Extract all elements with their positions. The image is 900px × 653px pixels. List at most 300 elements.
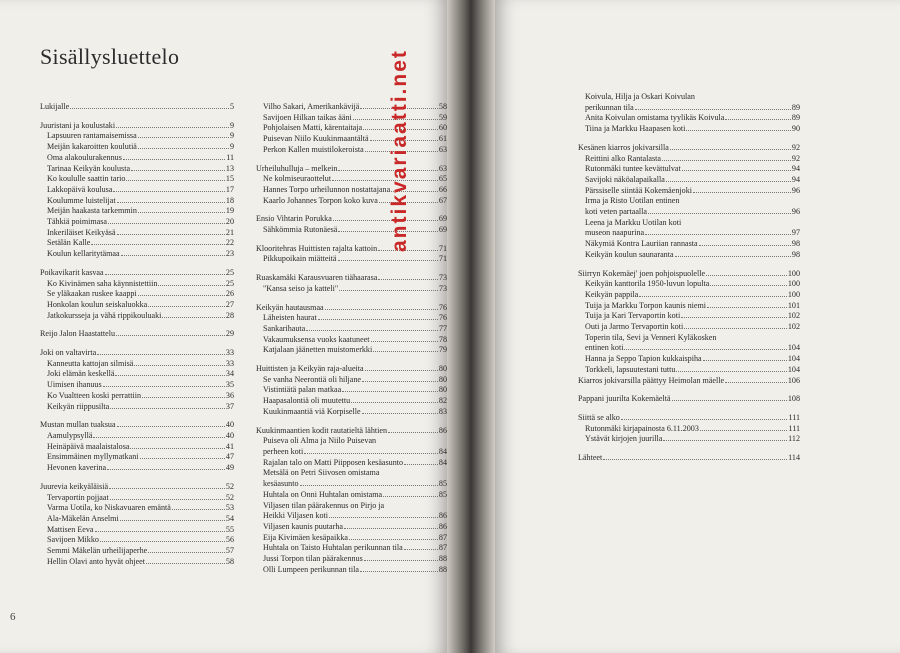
toc-entry-page: 18 [225, 195, 234, 205]
toc-leader-dots [373, 351, 438, 352]
toc-entry-title: Pohjolaisen Matti, kärentaitaja [263, 123, 363, 133]
toc-entry-title: Hellin Olavi anto hyvät ohjeet [47, 556, 145, 566]
toc-entry [40, 348, 234, 359]
toc-entry [256, 134, 447, 145]
toc-entry [256, 123, 447, 134]
toc-entry [256, 174, 447, 185]
toc-leader-dots [329, 517, 438, 518]
toc-entry-page: 111 [788, 412, 800, 422]
toc-entry-page: 82 [438, 396, 447, 406]
toc-entry-page: 79 [438, 345, 447, 355]
toc-entry-page: 33 [225, 358, 234, 368]
toc-entry-title: entinen koti [585, 343, 624, 353]
toc-leader-dots [126, 180, 224, 181]
toc-entry-title: Jussi Torpon tilan päärakennus [263, 554, 363, 564]
toc-leader-dots [725, 119, 791, 120]
toc-entry [578, 154, 800, 165]
toc-entry-page: 17 [225, 184, 234, 194]
toc-entry-page: 5 [229, 102, 234, 111]
toc-leader-dots [621, 419, 788, 420]
toc-entry-page: 86 [438, 521, 447, 531]
toc-leader-dots [138, 148, 229, 149]
toc-entry [40, 174, 234, 185]
toc-leader-dots [138, 137, 229, 138]
toc-entry-page: 80 [438, 374, 447, 384]
toc-entry-title: Kesänen kiarros jokivarsilla [578, 142, 669, 152]
toc-leader-dots [662, 160, 791, 161]
toc-entry-title: Perkon Kallen muistilokeroista [263, 144, 364, 154]
toc-leader-dots [383, 496, 438, 497]
toc-gap [256, 236, 447, 244]
toc-entry-title: Lähteet [578, 453, 603, 463]
toc-entry-title: Ala-Mäkelän Anselmi [47, 513, 119, 523]
toc-entry [256, 407, 447, 418]
toc-entry [578, 354, 800, 365]
toc-entry [578, 186, 800, 197]
toc-entry-page: 92 [791, 142, 800, 152]
toc-leader-dots [115, 375, 224, 376]
page-number: 6 [10, 611, 16, 623]
toc-entry [40, 217, 234, 228]
toc-entry [256, 490, 447, 501]
toc-entry [40, 238, 234, 249]
toc-entry [40, 329, 234, 340]
toc-entry [40, 380, 234, 391]
toc-entry [578, 413, 800, 424]
toc-leader-dots [360, 571, 438, 572]
toc-entry-title: Hanna ja Seppo Tapion kukkaispiha [585, 354, 702, 364]
toc-leader-dots [138, 212, 225, 213]
toc-entry [40, 142, 234, 153]
toc-entry-title: Vilho Sakari, Amerikankävijä [263, 102, 360, 111]
toc-entry-page: 56 [225, 535, 234, 545]
toc-entry-title: Kuukinmaantien kodit rautatieltä lähtien [256, 425, 388, 435]
toc-entry-title: Pikkupoikain miätteitä [263, 254, 337, 264]
toc-entry-title: Meijän kakaroitten koulutiä [47, 142, 137, 152]
toc-entry [40, 196, 234, 207]
toc-entry-title: Meijän haakasta tarkemmin [47, 206, 137, 216]
toc-entry-page: 100 [787, 268, 800, 278]
toc-entry-page: 100 [787, 279, 800, 289]
toc-leader-dots [344, 528, 438, 529]
toc-leader-dots [706, 275, 787, 276]
toc-entry-page: 28 [225, 310, 234, 320]
toc-entry-page: 49 [225, 463, 234, 473]
toc-entry-title: Se vanha Neerontiä oli hiljane [263, 374, 361, 384]
toc-entry-page: 54 [225, 513, 234, 523]
toc-leader-dots [378, 279, 438, 280]
toc-leader-dots [351, 402, 438, 403]
toc-entry-page: 86 [438, 511, 447, 521]
toc-leader-dots [117, 234, 225, 235]
toc-entry-title: Setälän Kalle [47, 238, 91, 248]
toc-entry-page: 102 [787, 311, 800, 321]
toc-leader-dots [105, 274, 225, 275]
toc-entry [256, 468, 447, 479]
toc-entry [256, 313, 447, 324]
left-page [0, 0, 447, 653]
toc-entry-title: Poikavikarit kasvaa [40, 267, 104, 277]
toc-entry-title: Kiarros jokivarsilla päättyy Heimolan mäelle [578, 375, 725, 385]
toc-entry-page: 66 [438, 184, 447, 194]
toc-entry-title: Leena ja Markku Uotilan koti [585, 217, 682, 227]
toc-leader-dots [388, 432, 438, 433]
toc-leader-dots [172, 509, 225, 510]
toc-leader-dots [91, 244, 225, 245]
watermark: antikvariaatti.net [388, 49, 411, 252]
toc-entry [256, 284, 447, 295]
toc-leader-dots [362, 413, 438, 414]
toc-entry [256, 102, 447, 113]
toc-entry-page: 114 [788, 453, 800, 463]
toc-entry-page: 104 [787, 364, 800, 374]
toc-gap [40, 260, 234, 268]
toc-gap [40, 474, 234, 482]
toc-entry-title: Reijo Jalon Haastattelu [40, 329, 116, 339]
toc-leader-dots [333, 220, 438, 221]
toc-entry-title: Koulun kellaritytämaa [47, 249, 120, 259]
toc-entry-title: Savijoen Hilkan taikas ääni [263, 112, 352, 122]
toc-entry-page: 69 [438, 225, 447, 235]
toc-leader-dots [639, 296, 787, 297]
toc-entry [578, 196, 800, 207]
toc-entry [256, 458, 447, 469]
toc-entry-title: Savijoen Mikko [47, 535, 99, 545]
toc-leader-dots [707, 307, 787, 308]
toc-entry-page: 104 [787, 354, 800, 364]
toc-entry-page: 35 [225, 380, 234, 390]
toc-entry [40, 300, 234, 311]
toc-entry [40, 420, 234, 431]
toc-entry-title: Koivula, Hilja ja Oskari Koivulan [585, 92, 695, 101]
toc-entry [256, 335, 447, 346]
toc-entry-page: 86 [438, 425, 447, 435]
toc-entry-title: Ruaskamäki Karausvuaren tiähaarasa [256, 273, 378, 283]
toc-gap [256, 418, 447, 426]
toc-leader-dots [362, 381, 438, 382]
toc-entry-page: 22 [225, 238, 234, 248]
toc-entry [40, 369, 234, 380]
toc-entry [578, 322, 800, 333]
toc-leader-dots [645, 234, 791, 235]
toc-entry-page: 80 [438, 364, 447, 374]
toc-entry-title: Uimisen ihanuus [47, 380, 102, 390]
toc-entry [256, 324, 447, 335]
toc-entry [40, 482, 234, 493]
toc-entry [256, 225, 447, 236]
toc-entry [40, 289, 234, 300]
toc-entry-title: Rajalan talo on Matti Piipposen kesäasunto [263, 457, 404, 467]
toc-leader-dots [700, 430, 788, 431]
toc-entry-title: Kuukinmaantiä viä Korpiselle [263, 406, 361, 416]
toc-entry-title: Keikyän kanttorila 1950-luvun lopulta [585, 279, 710, 289]
toc-entry-title: Ystävät kirjojen juurilla [585, 434, 663, 444]
toc-entry-page: 61 [438, 134, 447, 144]
toc-entry [40, 525, 234, 536]
toc-entry-title: Siittä se alko [578, 412, 620, 422]
toc-leader-dots [120, 520, 225, 521]
toc-gap [256, 156, 447, 164]
toc-entry [40, 311, 234, 322]
toc-entry-title: Irma ja Risto Uotilan entinen [585, 196, 680, 206]
toc-leader-dots [103, 386, 225, 387]
toc-entry [40, 557, 234, 568]
toc-entry [40, 514, 234, 525]
toc-entry-page: 87 [438, 532, 447, 542]
toc-entry [578, 164, 800, 175]
toc-entry-title: Näkymiä Kontra Lauriian rannasta [585, 239, 698, 249]
toc-entry [578, 175, 800, 186]
toc-entry-title: Sähkömmia Rutonäesä [263, 225, 338, 235]
toc-entry-page: 90 [791, 124, 800, 134]
toc-entry [256, 479, 447, 490]
toc-entry [256, 303, 447, 314]
right-page [495, 0, 900, 653]
toc-entry-title: Kanneutta kattojan silmisä [47, 358, 134, 368]
toc-leader-dots [349, 539, 438, 540]
toc-entry-title: Torkkeli, lapsuutestani tuttu [585, 364, 676, 374]
toc-leader-dots [158, 285, 225, 286]
toc-entry-page: 47 [225, 452, 234, 462]
toc-entry-page: 89 [791, 113, 800, 123]
book-gutter [447, 0, 495, 653]
toc-leader-dots [624, 349, 786, 350]
toc-leader-dots [116, 127, 229, 128]
toc-gap [40, 340, 234, 348]
toc-entry-title: Keikyän koulun saunaranta [585, 249, 674, 259]
toc-entry-title: Mustan mullan tuaksua [40, 420, 116, 430]
toc-entry [256, 345, 447, 356]
toc-entry [256, 364, 447, 375]
toc-leader-dots [107, 469, 225, 470]
toc-leader-dots [710, 285, 787, 286]
toc-leader-dots [140, 458, 225, 459]
toc-entry-title: Hevonen kaverina [47, 463, 107, 473]
toc-leader-dots [703, 360, 787, 361]
toc-entry [256, 554, 447, 565]
toc-entry-page: 101 [787, 300, 800, 310]
toc-entry-page: 97 [791, 228, 800, 238]
toc-leader-dots [339, 290, 438, 291]
toc-entry-page: 73 [438, 283, 447, 293]
toc-entry-title: Tervaportin pojjaat [47, 492, 109, 502]
toc-entry [256, 522, 447, 533]
toc-entry-title: Inkeriläiset Keikyäsä [47, 227, 116, 237]
toc-leader-dots [682, 170, 791, 171]
toc-gap [40, 113, 234, 121]
toc-entry [40, 164, 234, 175]
toc-entry-page: 100 [787, 289, 800, 299]
toc-entry-title: Savijoki näköalapaikalla [585, 174, 665, 184]
toc-entry-page: 29 [225, 329, 234, 339]
toc-column-3 [578, 92, 800, 464]
toc-entry [578, 113, 800, 124]
toc-entry-title: Urheiluhulluja – melkein [256, 163, 338, 173]
toc-entry-title: Varma Uotila, ko Niskavuaren emäntä [47, 503, 171, 513]
toc-entry-title: Tiina ja Markku Haapasen koti [585, 124, 686, 134]
toc-column-2 [256, 102, 447, 575]
toc-entry-title: Heinäpäivä maalaistalosa [47, 441, 130, 451]
toc-entry-page: 65 [438, 174, 447, 184]
toc-entry-title: Viljasen tilan päärakennus on Pirjo ja [263, 500, 385, 510]
toc-entry [40, 185, 234, 196]
toc-entry-title: Anita Koivulan omistama tyylikäs Koivula [585, 113, 725, 123]
toc-entry-page: 106 [787, 375, 800, 385]
toc-entry-title: Toperin tila, Sevi ja Venneri Kyläkosken [585, 332, 717, 342]
toc-entry-page: 63 [438, 163, 447, 173]
toc-leader-dots [100, 541, 225, 542]
toc-entry-page: 73 [438, 273, 447, 283]
toc-entry [578, 103, 800, 114]
toc-leader-dots [162, 317, 224, 318]
toc-entry-page: 55 [225, 524, 234, 534]
toc-entry-title: Aamulypsyllä [47, 430, 93, 440]
toc-leader-dots [666, 181, 791, 182]
toc-entry-page: 108 [787, 394, 800, 404]
toc-entry-page: 40 [225, 430, 234, 440]
toc-leader-dots [109, 488, 225, 489]
toc-leader-dots [95, 531, 225, 532]
toc-leader-dots [117, 202, 225, 203]
toc-entry-page: 87 [438, 543, 447, 553]
toc-entry [40, 535, 234, 546]
toc-entry-title: Oma alakoulurakennus [47, 152, 122, 162]
toc-entry [40, 131, 234, 142]
toc-entry-title: Se yläkaakan ruskee kaappi [47, 289, 137, 299]
toc-entry [578, 279, 800, 290]
toc-entry-title: Tuija ja Kari Tervaportin koti [585, 311, 681, 321]
toc-leader-dots [116, 335, 225, 336]
toc-entry [40, 102, 234, 113]
toc-entry-title: Hannes Torpo urheilunnon nostattajana [263, 184, 391, 194]
toc-entry-page: 37 [225, 401, 234, 411]
toc-entry [40, 431, 234, 442]
toc-entry [40, 359, 234, 370]
toc-entry-title: kesäasunto [263, 479, 299, 489]
toc-entry [256, 113, 447, 124]
toc-leader-dots [304, 453, 438, 454]
toc-entry-title: Jatkokursseja ja vähä rippikouluaki [47, 310, 162, 320]
toc-leader-dots [672, 400, 787, 401]
toc-entry-title: museon naapurina [585, 228, 645, 238]
toc-entry-page: 98 [791, 249, 800, 259]
toc-entry [256, 511, 447, 522]
toc-entry-page: 36 [225, 390, 234, 400]
toc-entry-page: 21 [225, 227, 234, 237]
toc-entry-title: Mattisen Eeva [47, 524, 94, 534]
toc-entry-title: "Kansa seiso ja katteli" [263, 283, 339, 293]
toc-leader-dots [338, 260, 438, 261]
toc-entry [578, 343, 800, 354]
toc-leader-dots [693, 192, 791, 193]
toc-entry [578, 250, 800, 261]
toc-leader-dots [371, 341, 438, 342]
toc-leader-dots [123, 159, 225, 160]
toc-entry-page: 84 [438, 446, 447, 456]
toc-leader-dots [686, 130, 791, 131]
toc-entry-title: Katjalaan jäänetten muistomerkki [263, 345, 373, 355]
toc-entry-title: Joki on valtavirta [40, 348, 97, 358]
toc-entry-page: 76 [438, 302, 447, 312]
toc-entry [578, 228, 800, 239]
toc-entry-title: Metsälä on Petri Siivosen omistama [263, 468, 380, 478]
toc-entry-title: Juurevia keikyäläisiä [40, 481, 109, 491]
toc-entry [578, 269, 800, 280]
toc-entry-title: Heikki Viljasen koti [263, 511, 329, 521]
toc-entry-title: Keikyän pappila [585, 289, 639, 299]
toc-entry-page: 63 [438, 144, 447, 154]
toc-gap [256, 265, 447, 273]
toc-entry [40, 279, 234, 290]
toc-entry-page: 27 [225, 299, 234, 309]
toc-leader-dots [648, 213, 791, 214]
toc-entry-page: 88 [438, 554, 447, 564]
toc-entry-title: perheen koti [263, 446, 304, 456]
toc-entry-page: 57 [225, 546, 234, 556]
toc-leader-dots [635, 109, 791, 110]
toc-entry [40, 463, 234, 474]
toc-entry-title: Kaarlo Johannes Torpon koko kuva [263, 195, 378, 205]
toc-entry-page: 69 [438, 214, 447, 224]
toc-entry [256, 244, 447, 255]
toc-entry [256, 385, 447, 396]
toc-gap [578, 445, 800, 453]
toc-entry-title: Ko koululle saattin tario [47, 174, 126, 184]
toc-entry-title: Puiseva oli Alma ja Niilo Puisevan [263, 436, 377, 446]
toc-leader-dots [332, 180, 438, 181]
toc-gap [256, 356, 447, 364]
toc-entry-title: Puisevan Niilo Kuukinmaantältä [263, 134, 369, 144]
toc-entry [578, 143, 800, 154]
toc-entry [256, 196, 447, 207]
toc-leader-dots [364, 560, 438, 561]
toc-entry-title: Haapasalontiä oli muutettu [263, 396, 351, 406]
toc-entry-title: Keikyän riippusilta [47, 401, 110, 411]
toc-entry-title: Outi ja Jarmo Tervaportin koti [585, 322, 684, 332]
toc-entry-page: 96 [791, 185, 800, 195]
toc-gap [578, 261, 800, 269]
toc-leader-dots [663, 440, 787, 441]
toc-entry-title: Viljasen kaunis puutarha [263, 521, 343, 531]
toc-entry-title: Pärssiselle siintää Kokemäenjoki [585, 185, 692, 195]
toc-leader-dots [306, 330, 438, 331]
toc-entry-title: Tarinaa Keikyän koulusta [47, 163, 131, 173]
toc-entry [256, 145, 447, 156]
toc-entry-page: 92 [791, 153, 800, 163]
toc-entry-page: 67 [438, 195, 447, 205]
toc-entry-page: 77 [438, 323, 447, 333]
toc-entry [40, 249, 234, 260]
toc-entry-page: 52 [225, 481, 234, 491]
toc-entry-title: Honkolan koulun seiskaluokka [47, 299, 148, 309]
toc-entry-page: 71 [438, 243, 447, 253]
toc-entry [578, 453, 800, 464]
toc-gap [578, 405, 800, 413]
toc-entry [256, 396, 447, 407]
toc-entry [40, 402, 234, 413]
toc-entry-title: Siirryn Kokemäej' joen pohjoispuolelle [578, 268, 706, 278]
toc-entry-page: 84 [438, 457, 447, 467]
toc-entry [256, 254, 447, 265]
toc-entry [578, 218, 800, 229]
toc-entry-page: 104 [787, 343, 800, 353]
toc-leader-dots [148, 306, 225, 307]
toc-gap [40, 321, 234, 329]
toc-entry-page: 52 [225, 492, 234, 502]
toc-leader-dots [93, 437, 224, 438]
toc-leader-dots [318, 319, 438, 320]
toc-gap [578, 135, 800, 143]
